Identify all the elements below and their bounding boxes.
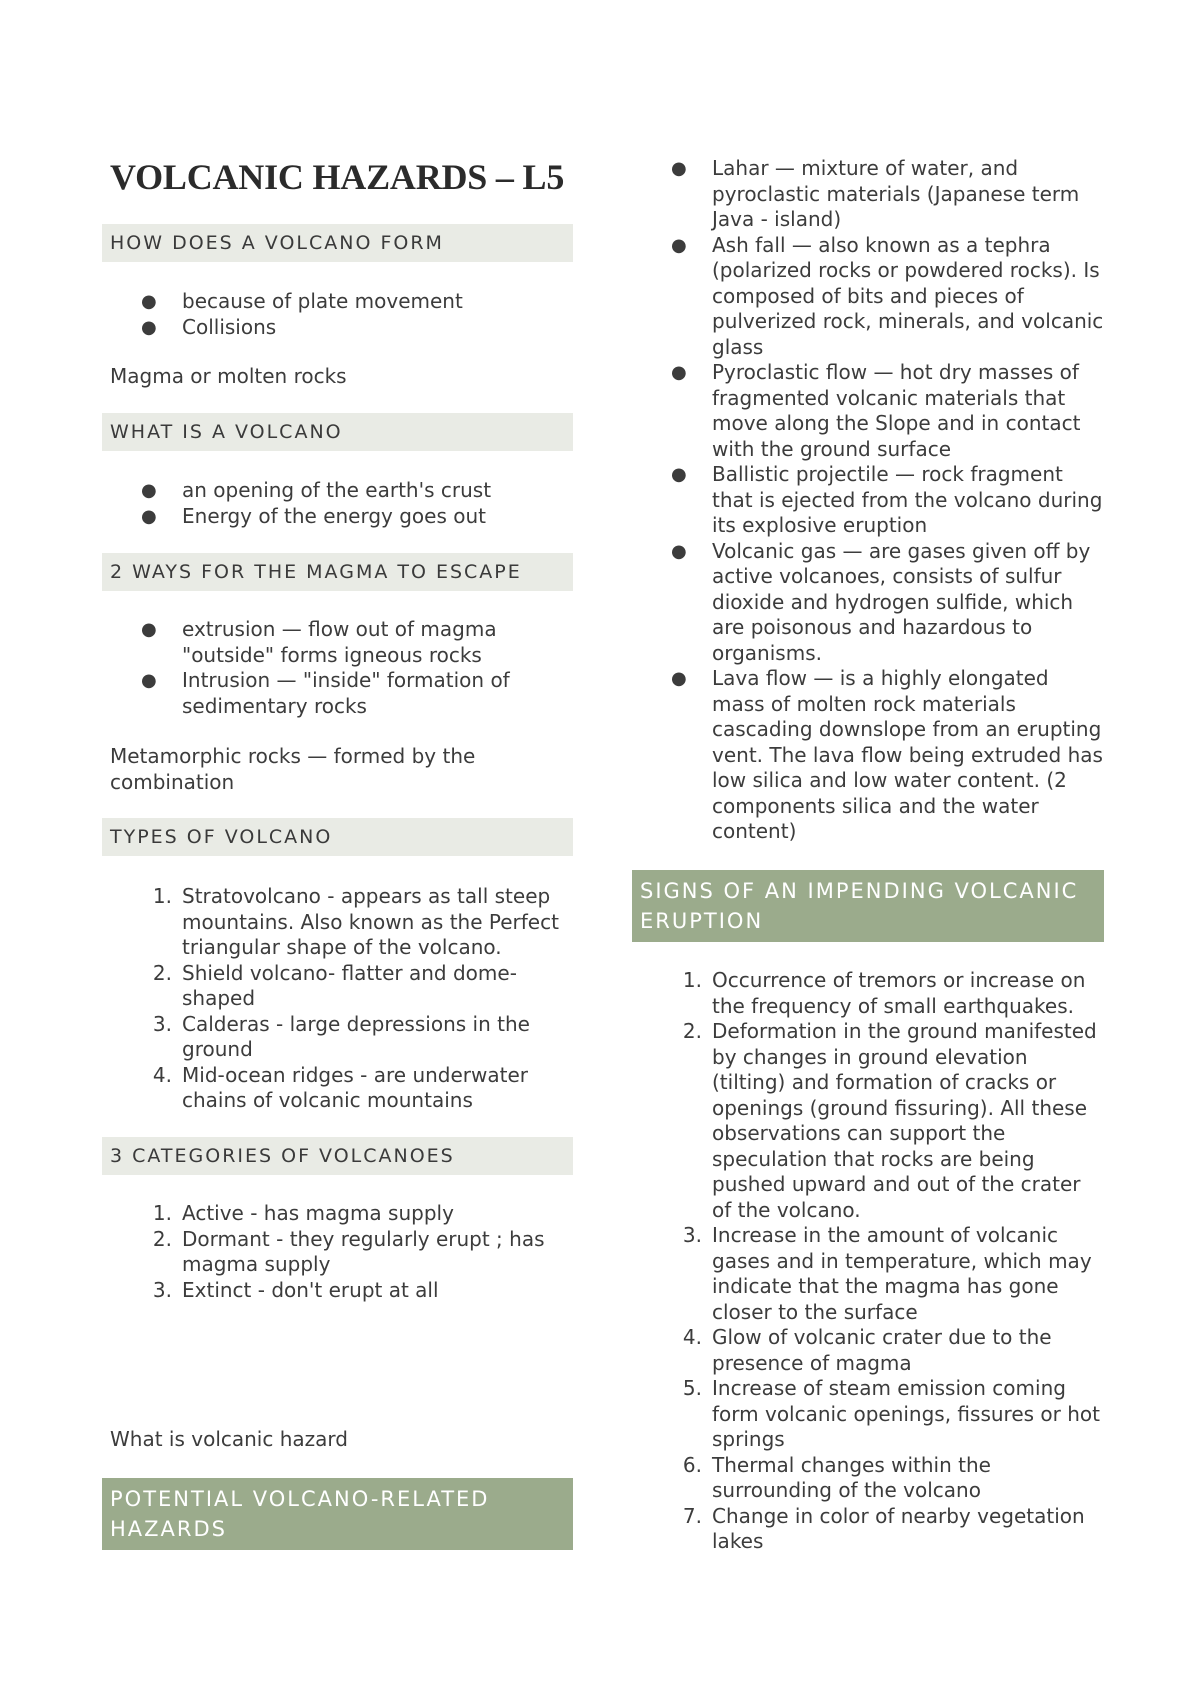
list-item: ● Collisions: [141, 314, 277, 339]
list-item: ● Pyroclastic flow — hot dry masses of fragmented volcanic materials that move along the Slope and in contact with the ground surface: [671, 360, 1081, 461]
list-item: ● Ash fall — also known as a tephra (polarized rocks or powdered rocks). Is composed of bits and pieces of pulverized rock, minerals, and volcanic glass: [671, 232, 1104, 359]
section-heading-types: TYPES OF VOLCANO: [102, 818, 573, 856]
note-text: Magma or molten rocks: [110, 364, 347, 388]
question-text: What is volcanic hazard: [110, 1427, 348, 1451]
numbered-list-types: [152, 884, 572, 1114]
list-item: 3. Increase in the amount of volcanic gases and in temperature, which may indicate that the magma has gone closer to the surface: [682, 1223, 1092, 1324]
bullet-list-magma-escape: [141, 617, 567, 719]
list-item: 1. Stratovolcano - appears as tall steep mountains. Also known as the Perfect triangular shape of the volcano.: [152, 884, 559, 959]
list-item: 2. Shield volcano- flatter and dome-shaped: [152, 960, 517, 1010]
section-heading-how-volcano-forms: HOW DOES A VOLCANO FORM: [102, 224, 573, 262]
list-item: 7. Change in color of nearby vegetation lakes: [682, 1503, 1085, 1553]
bullet-icon: ●: [141, 291, 157, 312]
list-item: ● Volcanic gas — are gases given off by active volcanoes, consists of sulfur dioxide and hydrogen sulfide, which are poisonous and hazardous to organisms.: [671, 538, 1091, 665]
list-item: 4. Mid-ocean ridges - are underwater chains of volcanic mountains: [152, 1062, 529, 1112]
bullet-icon: ●: [671, 464, 687, 485]
numbered-list-categories: [152, 1201, 572, 1303]
list-item: 4. Glow of volcanic crater due to the presence of magma: [682, 1325, 1052, 1375]
section-heading-what-is-volcano: WHAT IS A VOLCANO: [102, 413, 573, 451]
list-item: 2. Dormant - they regularly erupt ; has magma supply: [152, 1226, 545, 1276]
bullet-icon: ●: [671, 362, 687, 383]
bullet-list-formation: [141, 289, 572, 340]
bullet-icon: ●: [141, 619, 157, 640]
list-item: 2. Deformation in the ground manifested by changes in ground elevation (tilting) and formation of cracks or openings (ground fissuring). All these observations can support the speculation that rocks are being pushed upward and out of the crater of the volcano.: [682, 1019, 1097, 1222]
list-item: ● Intrusion — "inside" formation of sedimentary rocks: [141, 668, 510, 718]
bullet-list-hazards: [671, 156, 1104, 845]
bullet-icon: ●: [141, 316, 157, 338]
bullet-list-definition: [141, 478, 572, 529]
bullet-icon: ●: [141, 480, 157, 501]
list-item: ● an opening of the earth's crust: [141, 478, 492, 502]
list-item: ● Ballistic projectile — rock fragment that is ejected from the volcano during its explosive eruption: [671, 462, 1103, 537]
list-item: ● extrusion — flow out of magma "outside" forms igneous rocks: [141, 617, 497, 667]
section-heading-signs: SIGNS OF AN IMPENDING VOLCANIC ERUPTION: [632, 870, 1104, 942]
list-item: 1. Occurrence of tremors or increase on the frequency of small earthquakes.: [682, 968, 1086, 1018]
bullet-icon: ●: [671, 158, 687, 179]
list-item: 3. Calderas - large depressions in the ground: [152, 1011, 530, 1061]
list-item: 3. Extinct - don't erupt at all: [152, 1277, 439, 1302]
list-item: 6. Thermal changes within the surrounding of the volcano: [682, 1452, 991, 1502]
list-item: ● Lava flow — is a highly elongated mass of molten rock materials cascading downslope from an erupting vent. The lava flow being extruded has low silica and low water content. (2 components silica and the water content): [671, 666, 1103, 843]
section-heading-potential-hazards: POTENTIAL VOLCANO-RELATED HAZARDS: [102, 1478, 573, 1550]
bullet-icon: ●: [671, 540, 687, 562]
list-item: 1. Active - has magma supply: [152, 1201, 454, 1225]
numbered-list-signs: [682, 968, 1104, 1555]
list-item: ● because of plate movement: [141, 289, 463, 313]
bullet-icon: ●: [671, 668, 687, 689]
bullet-icon: ●: [141, 505, 157, 527]
section-heading-magma-escape: 2 WAYS FOR THE MAGMA TO ESCAPE: [102, 553, 573, 591]
section-heading-categories: 3 CATEGORIES OF VOLCANOES: [102, 1137, 573, 1175]
list-item: 5. Increase of steam emission coming form volcanic openings, fissures or hot springs: [682, 1376, 1100, 1451]
list-item: ● Lahar — mixture of water, and pyroclastic materials (Japanese term Java - island): [671, 156, 1080, 231]
note-text: Metamorphic rocks — formed by the combination: [110, 744, 476, 794]
bullet-icon: ●: [141, 670, 157, 691]
list-item: ● Energy of the energy goes out: [141, 503, 487, 528]
bullet-icon: ●: [671, 234, 687, 256]
page-title: VOLCANIC HAZARDS – L5: [110, 157, 565, 197]
